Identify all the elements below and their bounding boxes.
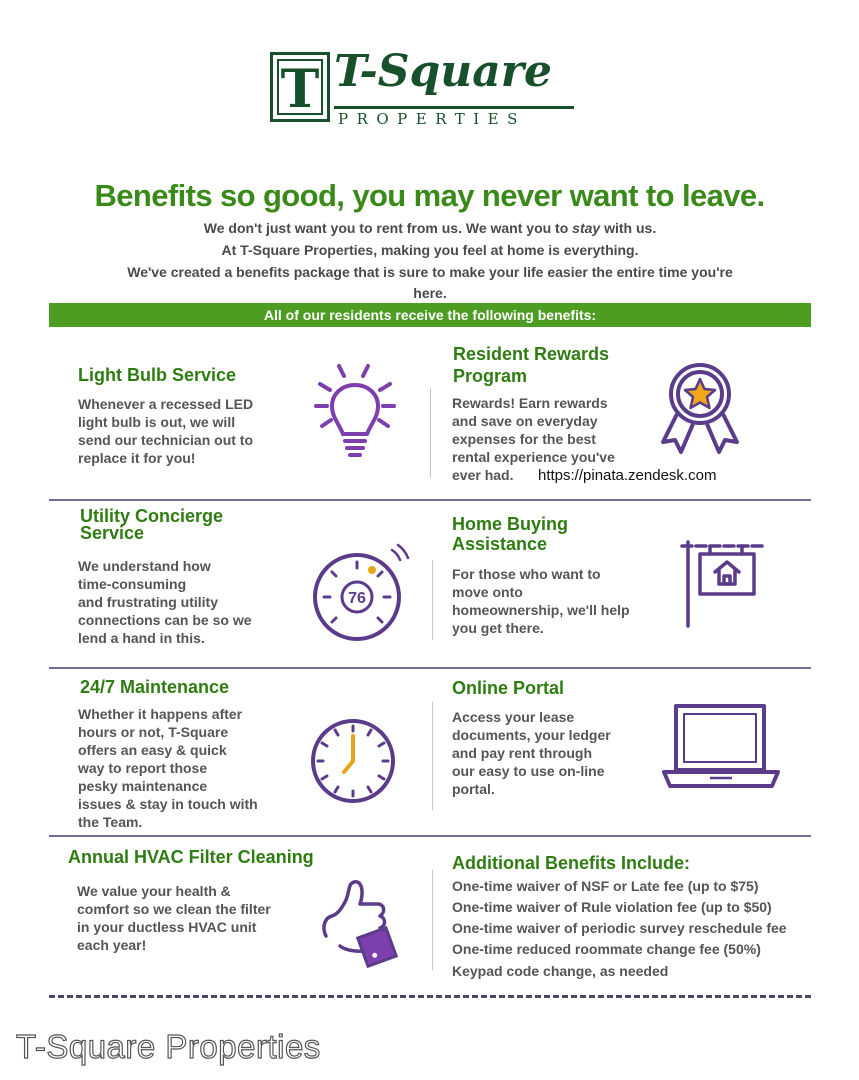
rewards-text: Rewards! Earn rewards and save on everyday expenses for the best rental experience you've ever had. [452,395,615,483]
hvac-title: Annual HVAC Filter Cleaning [68,847,314,867]
intro-line-3: We've created a benefits package that is sure to make your life easier the entire time you're [127,264,733,280]
utility-text: We understand how time-consuming and frustrating utility connections can be so we lend a hand in this. [78,558,252,646]
award-ribbon-icon [655,362,745,454]
light-bulb-icon [310,362,400,462]
page-headline: Benefits so good, you may never want to leave. [94,178,765,213]
watermark-text: T-Square Properties [16,1028,321,1065]
additional-benefit-item: One-time waiver of periodic survey reschedule fee [452,920,787,936]
additional-benefit-item: One-time waiver of Rule violation fee (up to $50) [452,899,772,915]
clock-icon [310,718,396,804]
portal-text: Access your lease documents, your ledger and pay rent through our easy to use on-line portal. [452,709,611,797]
section-divider [49,835,811,837]
logo-wordmark: T-Square [334,46,552,97]
intro-line-2: At T-Square Properties, making you feel at home is everything. [221,242,639,258]
additional-benefit-item: One-time waiver of NSF or Late fee (up to $75) [452,878,759,894]
additional-benefits-title: Additional Benefits Include: [452,853,691,873]
light-bulb-title: Light Bulb Service [78,365,237,385]
additional-benefit-item: Keypad code change, as needed [452,963,669,979]
column-divider [432,560,433,640]
section-divider [49,499,811,501]
benefits-banner: All of our residents receive the following benefits: [49,303,811,327]
logo-rule [334,106,574,109]
maintenance-title: 24/7 Maintenance [80,677,230,697]
additional-benefit-item: One-time reduced roommate change fee (50%) [452,941,761,957]
section-divider [49,667,811,669]
home-buying-text: For those who want to move onto homeownership, we'll help you get there. [452,566,630,636]
column-divider [432,702,433,810]
rewards-title: Resident Rewards Program [453,344,610,386]
url-overlay-text: https://pinata.zendesk.com [538,467,717,484]
thermostat-reading: 76 [348,590,366,607]
home-buying-title: Home Buying Assistance [452,514,569,554]
intro-line-4: here. [413,285,447,301]
logo-subtitle: PROPERTIES [338,110,526,128]
hvac-text: We value your health & comfort so we clean the filter in your ductless HVAC unit each year! [77,883,271,953]
footer-dashed-rule [49,995,811,998]
column-divider [430,388,431,478]
utility-title: Utility Concierge Service [80,506,224,543]
portal-title: Online Portal [452,678,565,698]
column-divider [432,870,433,970]
maintenance-text: Whether it happens after hours or not, T-Square offers an easy & quick way to report those pesky maintenance issues & stay in touch with the Team. [78,706,258,830]
logo-letter: T [280,59,320,120]
house-sign-icon [680,540,765,628]
thermostat-icon [312,540,412,640]
thumbs-up-icon [318,878,400,970]
light-bulb-text: Whenever a recessed LED light bulb is out, we will send our technician out to replace it for you! [78,396,254,466]
laptop-icon [662,702,780,790]
intro-line-1: We don't just want you to rent from us. We want you to stay with us. [203,220,657,236]
logo-mark [270,52,330,122]
